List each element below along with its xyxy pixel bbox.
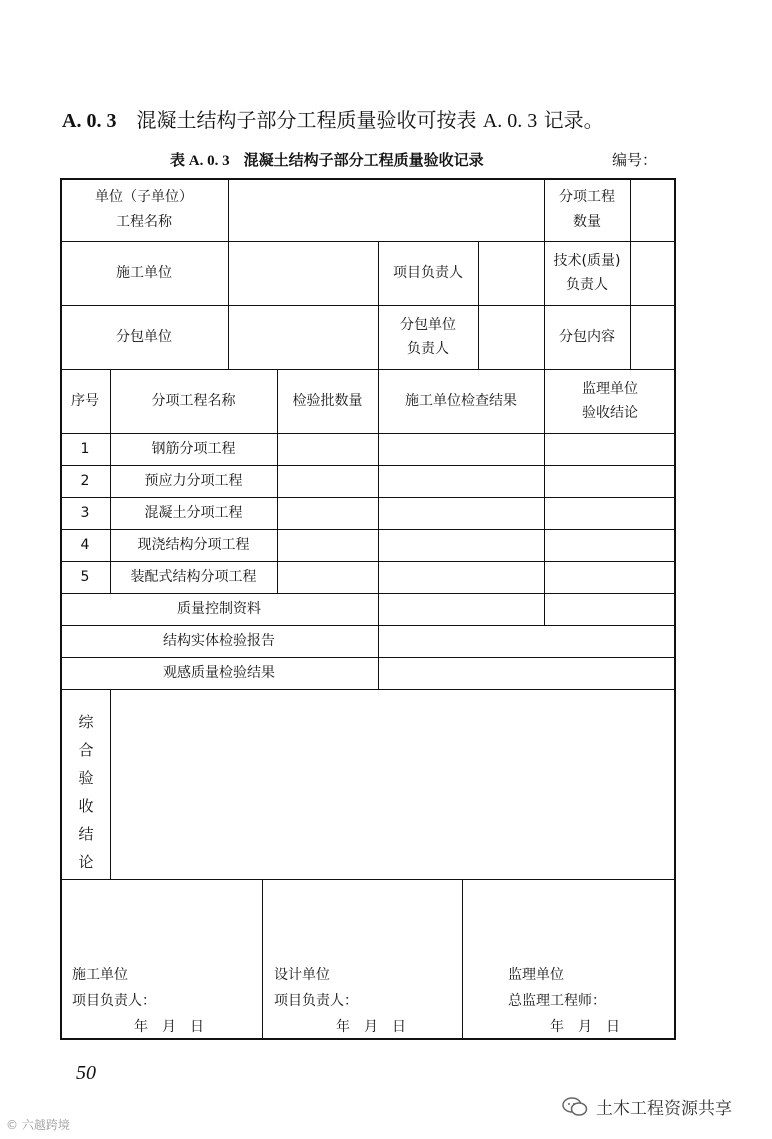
section-text: 混凝土结构子部分工程质量验收可按表 (136, 108, 477, 132)
unit-name-line1: 单位（子单位） (95, 189, 193, 205)
sub-lead-line2: 负责人 (407, 341, 449, 357)
col-check-result: 施工单位检查结果 (405, 392, 517, 409)
signature-person: 项目负责人： (72, 993, 156, 1009)
sub-lead-line1: 分包单位 (400, 316, 456, 333)
watermark-text: 土木工程资源共享 (596, 1099, 732, 1119)
signature-date: 年 月 日 (550, 1019, 620, 1035)
tech-lead-label (544, 241, 630, 305)
section-number: A. 0. 3 (62, 110, 117, 132)
signature-unit: 设计单位 (274, 967, 330, 983)
signature-person: 项目负责人： (274, 993, 358, 1009)
unit-name-value (228, 178, 544, 241)
conclusion-char: 论 (78, 853, 94, 871)
sub-lead-label (378, 305, 478, 369)
signature-unit: 监理单位 (508, 967, 564, 983)
signature-design (274, 962, 454, 1040)
col-batch-count: 检验批数量 (292, 392, 363, 409)
subcontractor-label: 分包单位 (116, 328, 172, 345)
row-name: 预应力分项工程 (144, 472, 243, 489)
tech-lead-line2: 负责人 (566, 277, 608, 293)
conclusion-char: 验 (78, 769, 94, 787)
conclusion-char: 结 (78, 825, 94, 843)
col-supervision-line1: 监理单位 (582, 380, 638, 397)
row-name: 现浇结构分项工程 (137, 536, 250, 553)
watermark-left: © 六越跨境 (6, 1118, 70, 1132)
table-title: 混凝土结构子部分工程质量验收记录 (243, 151, 484, 169)
conclusion-char: 合 (78, 741, 94, 759)
col-item-name: 分项工程名称 (151, 392, 236, 409)
signature-person: 总监理工程师： (508, 993, 606, 1009)
col-supervision-line2: 验收结论 (582, 405, 638, 421)
construction-unit-label: 施工单位 (116, 264, 172, 281)
conclusion-char: 收 (78, 797, 94, 815)
tech-lead-line1: 技术(质量) (553, 252, 621, 269)
row-no: 3 (80, 504, 90, 521)
row-no: 4 (80, 536, 90, 553)
watermark-right (562, 1094, 732, 1119)
item-count-line1: 分项工程 (559, 189, 615, 205)
row-no: 5 (80, 568, 90, 585)
row-no: 2 (80, 472, 90, 489)
table-caption (170, 149, 484, 170)
signature-supervision (508, 962, 668, 1040)
appearance-label: 观感质量检验结果 (163, 664, 275, 681)
unit-name-label (60, 178, 228, 241)
row-name: 混凝土分项工程 (144, 504, 243, 521)
section-ending: 记录。 (543, 108, 604, 132)
row-no: 1 (80, 440, 90, 457)
page-number: 50 (76, 1062, 96, 1084)
row-name: 装配式结构分项工程 (130, 568, 257, 585)
entity-report-label: 结构实体检验报告 (163, 632, 275, 649)
serial-number-label: 编号： (612, 151, 658, 169)
conclusion-label (72, 708, 100, 876)
item-count-line2: 数量 (573, 213, 601, 230)
section-heading (62, 104, 604, 133)
quality-control-label: 质量控制资料 (177, 600, 261, 617)
signature-date: 年 月 日 (134, 1019, 204, 1035)
table-number: 表 A. 0. 3 (170, 153, 230, 169)
project-lead-label: 项目负责人 (393, 264, 463, 281)
signature-unit: 施工单位 (72, 967, 128, 983)
signature-construction (72, 962, 252, 1040)
row-name: 钢筋分项工程 (151, 440, 236, 457)
col-supervision (544, 369, 676, 433)
col-seq: 序号 (71, 392, 99, 409)
unit-name-line2: 工程名称 (116, 213, 172, 230)
wechat-icon (562, 1097, 588, 1117)
conclusion-char: 综 (78, 713, 94, 731)
sub-content-label: 分包内容 (559, 328, 615, 345)
item-count-label (544, 178, 630, 241)
signature-date: 年 月 日 (336, 1019, 406, 1035)
section-ref: A. 0. 3 (482, 110, 538, 132)
